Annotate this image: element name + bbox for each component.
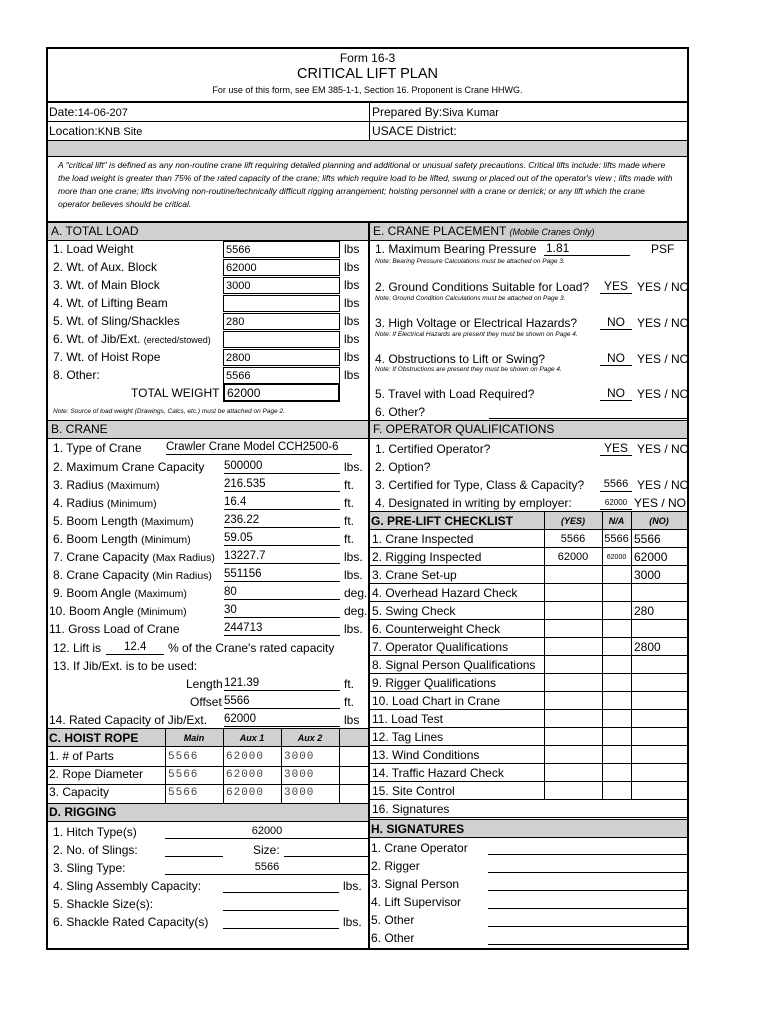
- rated-capacity-field[interactable]: 62000: [224, 712, 340, 727]
- bearing-note: Note: Bearing Pressure Calculations must be attached on Page 3.: [375, 258, 565, 265]
- signature-label: 1. Crane Operator: [371, 841, 468, 855]
- load-item-unit: lbs: [344, 278, 360, 292]
- crane-item-label: 5. Boom Length (Maximum): [53, 514, 194, 528]
- row-divider: [370, 745, 687, 746]
- designated-label: 4. Designated in writing by employer:: [375, 496, 572, 510]
- ground-conditions-field[interactable]: YES: [600, 279, 632, 294]
- col-na: N/A: [608, 516, 625, 526]
- hitch-type-label: 1. Hitch Type(s): [53, 825, 137, 839]
- sling-type-label: 3. Sling Type:: [53, 861, 126, 875]
- checklist-no[interactable]: 280: [634, 604, 655, 618]
- checklist-item-label: 16. Signatures: [372, 802, 450, 816]
- crane-item-unit: ft.: [344, 514, 355, 528]
- voltage-note: Note: If Electrical Hazards are present they must be shown on Page 4.: [375, 331, 578, 338]
- hoist-rope-aux1[interactable]: 62000: [226, 769, 265, 781]
- high-voltage-options: YES / NO: [637, 316, 690, 330]
- option-label: 2. Option?: [375, 460, 431, 474]
- crane-item-field[interactable]: 551156: [224, 567, 340, 582]
- sling-type-field[interactable]: 5566: [165, 860, 369, 875]
- date-label: Date:14-06-207: [49, 105, 128, 119]
- load-item-field[interactable]: 3000: [223, 277, 340, 294]
- section-h-header: H. SIGNATURES: [371, 822, 465, 836]
- crane-item-unit: lbs.: [344, 550, 363, 564]
- col-main: Main: [183, 733, 205, 743]
- certified-type-label: 3. Certified for Type, Class & Capacity?: [375, 478, 585, 492]
- crane-item-unit: ft.: [344, 532, 355, 546]
- obstructions-options: YES / NO: [637, 352, 690, 366]
- signature-field[interactable]: [488, 840, 687, 855]
- checklist-item-label: 4. Overhead Hazard Check: [372, 586, 518, 600]
- crane-item-field[interactable]: 500000: [224, 459, 340, 474]
- row-divider: [370, 619, 687, 620]
- row-divider: [370, 601, 687, 602]
- checklist-item-label: 7. Operator Qualifications: [372, 640, 509, 654]
- crane-item-field[interactable]: 59.05: [224, 531, 340, 546]
- shackle-size-label: 5. Shackle Size(s):: [53, 897, 154, 911]
- row-divider: [370, 691, 687, 692]
- load-item-unit: lbs: [344, 260, 360, 274]
- col-no: (NO): [649, 516, 669, 526]
- signature-label: 4. Lift Supervisor: [371, 895, 462, 909]
- total-weight-label: TOTAL WEIGHT: [131, 386, 220, 400]
- rated-capacity-unit: lbs: [344, 713, 360, 727]
- length-label: Length: [186, 677, 223, 691]
- load-item-label: 7. Wt. of Hoist Rope: [53, 350, 161, 364]
- load-item-label: 3. Wt. of Main Block: [53, 278, 160, 292]
- col-yes: (YES): [560, 516, 585, 526]
- section-e-header: E. CRANE PLACEMENT (Mobile Cranes Only): [370, 223, 687, 241]
- row-divider: [370, 637, 687, 638]
- hoist-rope-aux2[interactable]: 3000: [284, 751, 315, 763]
- usace-district-label: USACE District:: [372, 124, 457, 138]
- hoist-rope-main[interactable]: 5566: [168, 751, 199, 763]
- signature-field[interactable]: [488, 876, 687, 891]
- signature-label: 5. Other: [371, 913, 415, 927]
- form-subtitle: For use of this form, see EM 385-1-1, Section 16. Proponent is Crane HHWG.: [212, 85, 523, 95]
- lift-is-label: 12. Lift is: [53, 641, 102, 655]
- total-weight-field[interactable]: 62000: [223, 383, 340, 402]
- checklist-no[interactable]: 62000: [634, 550, 668, 564]
- obstructions-note: Note: If Obstructions are present they must be shown on Page 4.: [375, 366, 562, 373]
- hoist-rope-aux2[interactable]: 3000: [284, 769, 315, 781]
- crane-item-unit: deg.: [344, 586, 368, 600]
- signature-label: 6. Other: [371, 931, 415, 945]
- rated-capacity-label: 14. Rated Capacity of Jib/Ext.: [49, 713, 208, 727]
- obstructions-field[interactable]: NO: [600, 351, 632, 366]
- critical-lift-form: [46, 47, 689, 950]
- no-of-slings-field[interactable]: [165, 842, 223, 857]
- load-item-field[interactable]: 280: [223, 313, 340, 330]
- section-d-header: D. RIGGING: [49, 805, 117, 819]
- load-item-unit: lbs: [344, 350, 360, 364]
- checklist-no[interactable]: 2800: [634, 640, 661, 654]
- divider-bar: [48, 141, 687, 156]
- signature-field[interactable]: [488, 858, 687, 873]
- crane-item-unit: lbs.: [344, 460, 363, 474]
- size-field[interactable]: [284, 842, 368, 857]
- crane-item-unit: lbs.: [344, 622, 363, 636]
- certified-operator-label: 1. Certified Operator?: [375, 442, 491, 456]
- shackle-rated-field[interactable]: [223, 914, 339, 929]
- crane-item-field[interactable]: 244713: [224, 621, 340, 636]
- col-aux2: Aux 2: [297, 733, 323, 743]
- certified-type-options: YES / NO: [637, 478, 690, 492]
- sling-assembly-label: 4. Sling Assembly Capacity:: [53, 879, 202, 893]
- bearing-pressure-field[interactable]: 1.81: [544, 241, 630, 256]
- row-divider: [370, 799, 687, 800]
- crane-item-label: 3. Radius (Maximum): [53, 478, 160, 492]
- crane-item-field[interactable]: 16.4: [224, 495, 340, 510]
- checklist-item-label: 8. Signal Person Qualifications: [372, 658, 536, 672]
- crane-item-unit: deg.: [344, 604, 368, 618]
- row-divider: [370, 727, 687, 728]
- row-divider: [370, 709, 687, 710]
- crane-item-field[interactable]: 13227.7: [224, 549, 340, 564]
- checklist-yes[interactable]: 62000: [557, 551, 589, 563]
- bearing-pressure-unit: PSF: [651, 242, 675, 256]
- hoist-rope-aux1[interactable]: 62000: [226, 751, 265, 763]
- row-divider: [370, 817, 687, 818]
- designated-field[interactable]: 62000: [600, 495, 632, 510]
- high-voltage-label: 3. High Voltage or Electrical Hazards?: [375, 316, 578, 330]
- checklist-item-label: 1. Crane Inspected: [372, 532, 474, 546]
- date-value[interactable]: 14-06-207: [77, 107, 128, 119]
- load-item-label: 5. Wt. of Sling/Shackles: [53, 314, 180, 328]
- hoist-rope-main[interactable]: 5566: [168, 769, 199, 781]
- hoist-rope-label: 3. Capacity: [49, 785, 110, 799]
- lift-is-field[interactable]: 12.4: [106, 640, 164, 655]
- offset-unit: ft.: [344, 695, 355, 709]
- bearing-pressure-label: 1. Maximum Bearing Pressure: [375, 242, 537, 256]
- hoist-rope-aux2[interactable]: 3000: [284, 787, 315, 799]
- prepared-by-value[interactable]: Siva Kumar: [442, 107, 499, 119]
- load-item-field[interactable]: 62000: [223, 259, 340, 276]
- section-f-header: F. OPERATOR QUALIFICATIONS: [370, 421, 687, 438]
- sling-assembly-unit: lbs.: [343, 879, 362, 893]
- col-aux1: Aux 1: [239, 733, 265, 743]
- section-c-header: C. HOIST ROPE: [49, 731, 139, 745]
- crane-item-field[interactable]: 236.22: [224, 513, 340, 528]
- checklist-na[interactable]: 5566: [604, 533, 629, 545]
- section-b-header: B. CRANE: [48, 421, 368, 438]
- sling-assembly-field[interactable]: [223, 878, 339, 893]
- checklist-na[interactable]: 62000: [606, 554, 627, 561]
- travel-label: 5. Travel with Load Required?: [375, 387, 535, 401]
- crane-item-field[interactable]: 30: [224, 603, 340, 618]
- crane-item-field[interactable]: 216.535: [224, 477, 340, 492]
- length-field[interactable]: 121.39: [224, 676, 340, 691]
- crane-item-unit: ft.: [344, 478, 355, 492]
- load-item-field[interactable]: 5566: [223, 367, 340, 384]
- shackle-rated-unit: lbs.: [343, 915, 362, 929]
- certified-operator-field[interactable]: YES: [600, 441, 632, 456]
- row-divider: [370, 655, 687, 656]
- hoist-rope-aux1[interactable]: 62000: [226, 787, 265, 799]
- hoist-rope-label: 1. # of Parts: [49, 749, 114, 763]
- other-field[interactable]: [489, 404, 687, 419]
- hoist-rope-label: 2. Rope Diameter: [49, 767, 144, 781]
- crane-item-label: 10. Boom Angle (Minimum): [49, 604, 187, 618]
- load-item-field[interactable]: 5566: [223, 241, 340, 258]
- signature-field[interactable]: [488, 894, 687, 909]
- travel-field[interactable]: NO: [600, 386, 632, 401]
- hoist-rope-main[interactable]: 5566: [168, 787, 199, 799]
- checklist-item-label: 6. Counterweight Check: [372, 622, 501, 636]
- crane-type-label: 1. Type of Crane: [53, 441, 142, 455]
- checklist-item-label: 10. Load Chart in Crane: [372, 694, 501, 708]
- load-item-unit: lbs: [344, 296, 360, 310]
- row-divider: [370, 781, 687, 782]
- signature-label: 3. Signal Person: [371, 877, 460, 891]
- row-divider: [370, 763, 687, 764]
- checklist-item-label: 9. Rigger Qualifications: [372, 676, 497, 690]
- crane-item-label: 7. Crane Capacity (Max Radius): [53, 550, 215, 564]
- high-voltage-field[interactable]: NO: [600, 315, 632, 330]
- checklist-no[interactable]: 5566: [634, 532, 661, 546]
- checklist-no[interactable]: 3000: [634, 568, 661, 582]
- crane-type-field[interactable]: Crawler Crane Model CCH2500-6: [166, 440, 352, 455]
- checklist-item-label: 13. Wind Conditions: [372, 748, 480, 762]
- section-g-header: G. PRE-LIFT CHECKLIST: [371, 514, 513, 528]
- load-item-label: 8. Other:: [53, 368, 100, 382]
- length-unit: ft.: [344, 677, 355, 691]
- load-weight-note: Note: Source of load weight (Drawings, Calcs, etc.) must be attached on Page 2.: [53, 408, 285, 415]
- location-label: Location:KNB Site: [49, 124, 143, 138]
- ground-note: Note: Ground Condition Calculations must be attached on Page 3.: [375, 295, 566, 302]
- crane-item-unit: lbs.: [344, 568, 363, 582]
- checklist-item-label: 11. Load Test: [372, 712, 443, 726]
- crane-item-label: 9. Boom Angle (Maximum): [53, 586, 187, 600]
- travel-options: YES / NO: [637, 387, 690, 401]
- location-value[interactable]: KNB Site: [97, 126, 143, 138]
- checklist-item-label: 14. Traffic Hazard Check: [372, 766, 504, 780]
- crane-item-label: 4. Radius (Minimum): [53, 496, 157, 510]
- checklist-item-label: 5. Swing Check: [372, 604, 456, 618]
- critical-lift-definition: A "critical lift" is defined as any non-routine crane lift requiring detailed planning and additional or unusual safety precautions. Critical lifts include: lifts made where the load weight is greater than 75% of the rated capacity of the crane; lifts which require load to be lifted, swung or placed out of the operator's view ; lifts made with more than one crane; lifts involving non-routine/technically difficult rigging arrangement; hoisting personnel with a crane or derrick; or any lift which the crane operator believes should be critical.: [58, 160, 673, 209]
- load-item-unit: lbs: [344, 368, 360, 382]
- checklist-item-label: 12. Tag Lines: [372, 730, 444, 744]
- load-item-field[interactable]: [223, 295, 340, 312]
- checklist-item-label: 3. Crane Set-up: [372, 568, 457, 582]
- certified-operator-options: YES / NO: [637, 442, 690, 456]
- jib-label: 13. If Jib/Ext. is to be used:: [53, 659, 198, 673]
- crane-item-field[interactable]: 80: [224, 585, 340, 600]
- prepared-by-label: Prepared By:Siva Kumar: [372, 105, 499, 119]
- form-number: Form 16-3: [339, 51, 396, 65]
- row-divider: [370, 565, 687, 566]
- crane-item-label: 11. Gross Load of Crane: [49, 622, 180, 636]
- hitch-type-field[interactable]: 62000: [165, 824, 369, 839]
- checklist-item-label: 15. Site Control: [372, 784, 455, 798]
- load-item-field[interactable]: 2800: [223, 349, 340, 366]
- section-a-header: A. TOTAL LOAD: [48, 223, 368, 240]
- load-item-unit: lbs: [344, 242, 360, 256]
- load-item-label: 2. Wt. of Aux. Block: [53, 260, 158, 274]
- no-of-slings-label: 2. No. of Slings:: [53, 843, 138, 857]
- checklist-item-label: 2. Rigging Inspected: [372, 550, 482, 564]
- load-item-label: 1. Load Weight: [53, 242, 134, 256]
- crane-item-label: 2. Maximum Crane Capacity: [53, 460, 205, 474]
- offset-field[interactable]: 5566: [224, 694, 340, 709]
- signature-label: 2. Rigger: [371, 859, 420, 873]
- obstructions-label: 4. Obstructions to Lift or Swing?: [375, 352, 546, 366]
- lift-is-suffix: % of the Crane's rated capacity: [168, 641, 335, 655]
- load-item-label: 4. Wt. of Lifting Beam: [53, 296, 168, 310]
- ground-conditions-options: YES / NO: [637, 280, 690, 294]
- shackle-size-field[interactable]: [223, 896, 339, 911]
- offset-label: Offset: [190, 695, 222, 709]
- checklist-yes[interactable]: 5566: [560, 533, 586, 545]
- signature-field[interactable]: [488, 912, 687, 927]
- load-item-label: 6. Wt. of Jib/Ext. (erected/stowed): [53, 332, 211, 346]
- size-label: Size:: [253, 843, 280, 857]
- other-label: 6. Other?: [375, 405, 426, 419]
- certified-type-field[interactable]: 5566: [600, 477, 632, 492]
- load-item-unit: lbs: [344, 314, 360, 328]
- crane-item-unit: ft.: [344, 496, 355, 510]
- form-title: CRITICAL LIFT PLAN: [296, 66, 438, 82]
- row-divider: [370, 583, 687, 584]
- load-item-field[interactable]: [223, 331, 340, 348]
- load-item-unit: lbs: [344, 332, 360, 346]
- crane-item-label: 6. Boom Length (Minimum): [53, 532, 191, 546]
- signature-field[interactable]: [488, 930, 687, 945]
- crane-item-label: 8. Crane Capacity (Min Radius): [53, 568, 212, 582]
- ground-conditions-label: 2. Ground Conditions Suitable for Load?: [375, 280, 590, 294]
- row-divider: [370, 673, 687, 674]
- row-divider: [370, 547, 687, 548]
- designated-options: YES / NO: [634, 496, 687, 510]
- shackle-rated-label: 6. Shackle Rated Capacity(s): [53, 915, 209, 929]
